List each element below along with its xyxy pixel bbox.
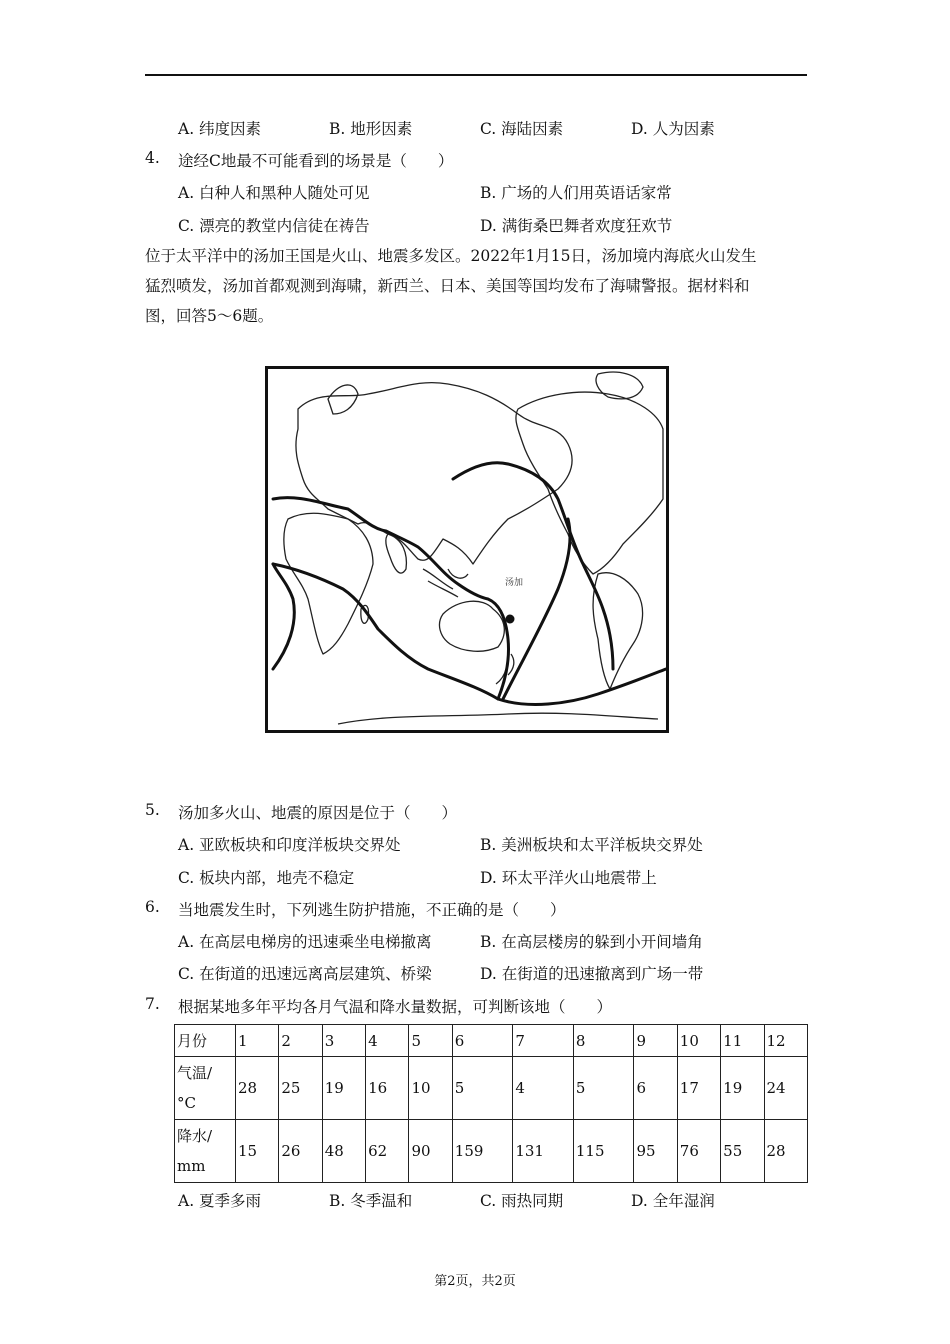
table-cell-precip: 131 [513,1120,574,1183]
q6-option-a[interactable]: A. 在高层电梯房的迅速乘坐电梯撤离 [178,933,432,951]
q7-option-d[interactable]: D. 全年湿润 [631,1192,715,1210]
q6-number: 6. [145,898,160,916]
temp-label-line1: 气温/ [177,1064,213,1082]
table-header-precipitation [175,1120,236,1183]
intro-line: 猛烈喷发，汤加首都观测到海啸，新西兰、日本、美国等国均发布了海啸警报。据材料和 [145,277,750,295]
intro-line: 位于太平洋中的汤加王国是火山、地震多发区。2022年1月15日，汤加境内海底火山发生 [145,247,757,265]
table-header-month: 月份 [175,1025,236,1057]
table-cell-precip: 90 [409,1120,452,1183]
table-cell-precip: 62 [366,1120,409,1183]
q7-option-b[interactable]: B. 冬季温和 [329,1192,413,1210]
q4-number: 4. [145,149,160,167]
q3-option-a[interactable]: A. 纬度因素 [178,120,262,138]
table-cell-precip: 28 [764,1120,807,1183]
q4-option-d[interactable]: D. 满街桑巴舞者欢度狂欢节 [480,217,673,235]
q7-stem: 根据某地多年平均各月气温和降水量数据，可判断该地（ ） [178,998,613,1016]
map-label-tonga: 汤加 [505,578,524,588]
q5-option-d[interactable]: D. 环太平洋火山地震带上 [480,869,657,887]
table-cell-precip: 55 [721,1120,764,1183]
table-cell-month: 2 [279,1025,322,1057]
q6-option-c[interactable]: C. 在街道的迅速远离高层建筑、桥梁 [178,965,432,983]
q5-stem: 汤加多火山、地震的原因是位于（ ） [178,804,458,822]
q4-stem: 途经C地最不可能看到的场景是（ ） [178,152,454,170]
intro-line: 图，回答5～6题。 [145,307,274,325]
table-cell-month: 10 [677,1025,720,1057]
q7-number: 7. [145,995,160,1013]
table-cell-month: 11 [721,1025,764,1057]
tonga-marker [506,615,515,624]
table-cell-month: 8 [573,1025,634,1057]
table-cell-temp: 5 [573,1057,634,1120]
table-cell-temp: 4 [513,1057,574,1120]
table-row-temperature [175,1057,808,1120]
table-cell-precip: 159 [452,1120,513,1183]
table-header-temperature [175,1057,236,1120]
table-cell-month: 9 [634,1025,677,1057]
q3-option-b[interactable]: B. 地形因素 [329,120,413,138]
page-footer: 第2页，共2页 [434,1274,516,1289]
q4-option-a[interactable]: A. 白种人和黑种人随处可见 [178,184,370,202]
table-cell-temp: 6 [634,1057,677,1120]
table-cell-temp: 19 [721,1057,764,1120]
precip-label-line1: 降水/ [177,1127,213,1145]
table-cell-month: 4 [366,1025,409,1057]
table-cell-temp: 19 [322,1057,365,1120]
climate-data-table [174,1024,808,1183]
q4-option-b[interactable]: B. 广场的人们用英语话家常 [480,184,672,202]
intro-paragraph [145,241,810,331]
q7-option-c[interactable]: C. 雨热同期 [480,1192,564,1210]
q6-option-b[interactable]: B. 在高层楼房的躲到小开间墙角 [480,933,703,951]
table-cell-month: 1 [236,1025,279,1057]
q3-option-d[interactable]: D. 人为因素 [631,120,715,138]
table-cell-month: 7 [513,1025,574,1057]
table-cell-month: 12 [764,1025,807,1057]
q6-stem: 当地震发生时，下列逃生防护措施，不正确的是（ ） [178,901,566,919]
table-cell-precip: 15 [236,1120,279,1183]
plate-map-figure [265,366,669,733]
q5-number: 5. [145,801,160,819]
world-plate-map [268,369,666,730]
table-cell-month: 3 [322,1025,365,1057]
table-cell-temp: 16 [366,1057,409,1120]
q5-option-a[interactable]: A. 亚欧板块和印度洋板块交界处 [178,836,401,854]
q6-option-d[interactable]: D. 在街道的迅速撤离到广场一带 [480,965,704,983]
temp-label-line2: °C [177,1094,196,1112]
q7-option-a[interactable]: A. 夏季多雨 [178,1192,262,1210]
table-cell-temp: 17 [677,1057,720,1120]
table-cell-temp: 24 [764,1057,807,1120]
table-cell-temp: 5 [452,1057,513,1120]
table-cell-month: 6 [452,1025,513,1057]
q5-option-c[interactable]: C. 板块内部，地壳不稳定 [178,869,355,887]
precip-label-line2: mm [177,1157,206,1175]
q3-option-c[interactable]: C. 海陆因素 [480,120,564,138]
table-cell-precip: 48 [322,1120,365,1183]
table-cell-precip: 76 [677,1120,720,1183]
table-cell-precip: 95 [634,1120,677,1183]
q4-option-c[interactable]: C. 漂亮的教堂内信徒在祷告 [178,217,370,235]
table-cell-temp: 28 [236,1057,279,1120]
table-cell-month: 5 [409,1025,452,1057]
table-cell-temp: 10 [409,1057,452,1120]
q5-option-b[interactable]: B. 美洲板块和太平洋板块交界处 [480,836,703,854]
table-cell-precip: 26 [279,1120,322,1183]
table-cell-temp: 25 [279,1057,322,1120]
table-cell-precip: 115 [573,1120,634,1183]
header-rule [145,74,807,76]
table-row-precipitation [175,1120,808,1183]
table-row-months [175,1025,808,1057]
